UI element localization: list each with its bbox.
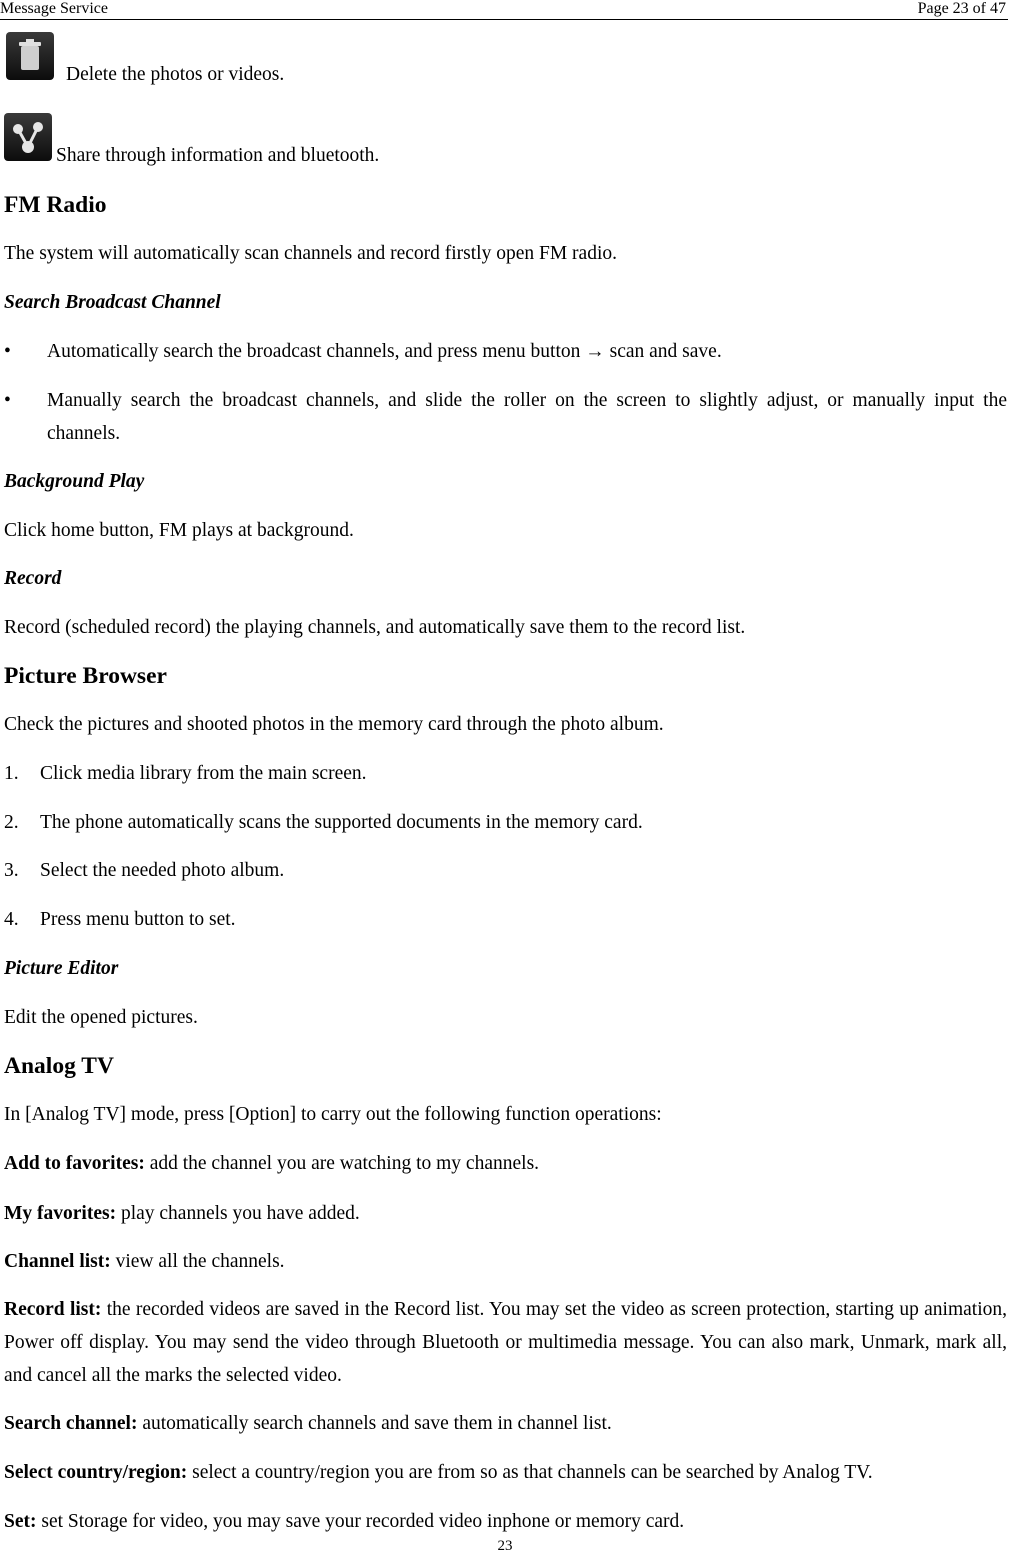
- delete-description: Delete the photos or videos.: [66, 64, 285, 85]
- tv-option-label: Add to favorites:: [4, 1153, 145, 1174]
- picture-editor-heading: Picture Editor: [4, 958, 119, 979]
- bullet-item: Manually search the broadcast channels, and slide the roller on the screen to slightly adjust, or manually input the channels.: [47, 390, 1007, 444]
- tv-option-label: Record list:: [4, 1299, 102, 1320]
- tv-option-item: [4, 1147, 539, 1180]
- list-item: [4, 854, 284, 887]
- search-channel-heading: Search Broadcast Channel: [4, 292, 221, 313]
- share-description: Share through information and bluetooth.: [56, 145, 380, 166]
- tv-option-text: select a country/region you are from so as that channels can be searched by Analog TV.: [187, 1462, 873, 1483]
- step-text: Press menu button to set.: [40, 909, 236, 930]
- list-item: [4, 806, 643, 839]
- picture-browser-heading: Picture Browser: [4, 663, 167, 689]
- picture-editor-text: Edit the opened pictures.: [4, 1007, 198, 1028]
- bullet-dot: •: [4, 390, 11, 411]
- tv-option-label: Search channel:: [4, 1413, 138, 1434]
- step-number: 4.: [4, 909, 19, 930]
- background-play-heading: Background Play: [4, 471, 145, 492]
- trash-icon: [6, 32, 54, 80]
- step-number: 3.: [4, 860, 19, 881]
- bullet-dot: •: [4, 341, 11, 362]
- page-number-footer: 23: [497, 1538, 513, 1554]
- tv-option-item: [4, 1505, 684, 1538]
- record-heading: Record: [4, 568, 62, 589]
- share-icon: [4, 113, 52, 161]
- tv-option-item: [4, 1293, 1007, 1392]
- bullet-item: Automatically search the broadcast channels, and press menu button → scan and save.: [47, 341, 722, 362]
- step-text: Click media library from the main screen.: [40, 763, 367, 784]
- tv-option-text: add the channel you are watching to my channels.: [144, 1153, 540, 1174]
- tv-option-label: Channel list:: [4, 1251, 111, 1272]
- tv-option-item: [4, 1245, 285, 1278]
- list-item: [4, 903, 236, 936]
- analog-tv-intro: In [Analog TV] mode, press [Option] to carry out the following function operations:: [4, 1104, 662, 1125]
- fm-intro: The system will automatically scan channels and record firstly open FM radio.: [4, 243, 618, 264]
- tv-option-label: Set:: [4, 1511, 37, 1532]
- tv-option-label: Select country/region:: [4, 1462, 188, 1483]
- tv-option-item: [4, 1456, 873, 1489]
- picture-intro: Check the pictures and shooted photos in the memory card through the photo album.: [4, 714, 664, 735]
- tv-option-text: play channels you have added.: [116, 1203, 360, 1224]
- tv-option-item: [4, 1407, 612, 1440]
- step-text: Select the needed photo album.: [40, 860, 285, 881]
- background-play-text: Click home button, FM plays at background.: [4, 520, 354, 541]
- tv-option-text: view all the channels.: [110, 1251, 285, 1272]
- step-number: 1.: [4, 763, 19, 784]
- record-text: Record (scheduled record) the playing channels, and automatically save them to the record list.: [4, 617, 746, 638]
- header-page-number: Page 23 of 47: [917, 0, 1006, 17]
- header-title: Message Service: [0, 0, 108, 17]
- step-number: 2.: [4, 812, 19, 833]
- tv-option-text: automatically search channels and save them in channel list.: [137, 1413, 612, 1434]
- list-item: [4, 757, 367, 790]
- fm-radio-heading: FM Radio: [4, 192, 107, 218]
- tv-option-label: My favorites:: [4, 1203, 117, 1224]
- tv-option-text: set Storage for video, you may save your recorded video inphone or memory card.: [36, 1511, 685, 1532]
- step-text: The phone automatically scans the supported documents in the memory card.: [40, 812, 643, 833]
- analog-tv-heading: Analog TV: [4, 1053, 114, 1079]
- tv-option-item: [4, 1197, 360, 1230]
- tv-option-text: the recorded videos are saved in the Record list. You may set the video as screen protection, starting up animation, Power off display. You may send the video through Bluetooth or multimedia message. You can also mark, Unmark, mark all, and cancel all the marks the selected video.: [4, 1299, 1007, 1386]
- page-header: [0, 0, 1008, 20]
